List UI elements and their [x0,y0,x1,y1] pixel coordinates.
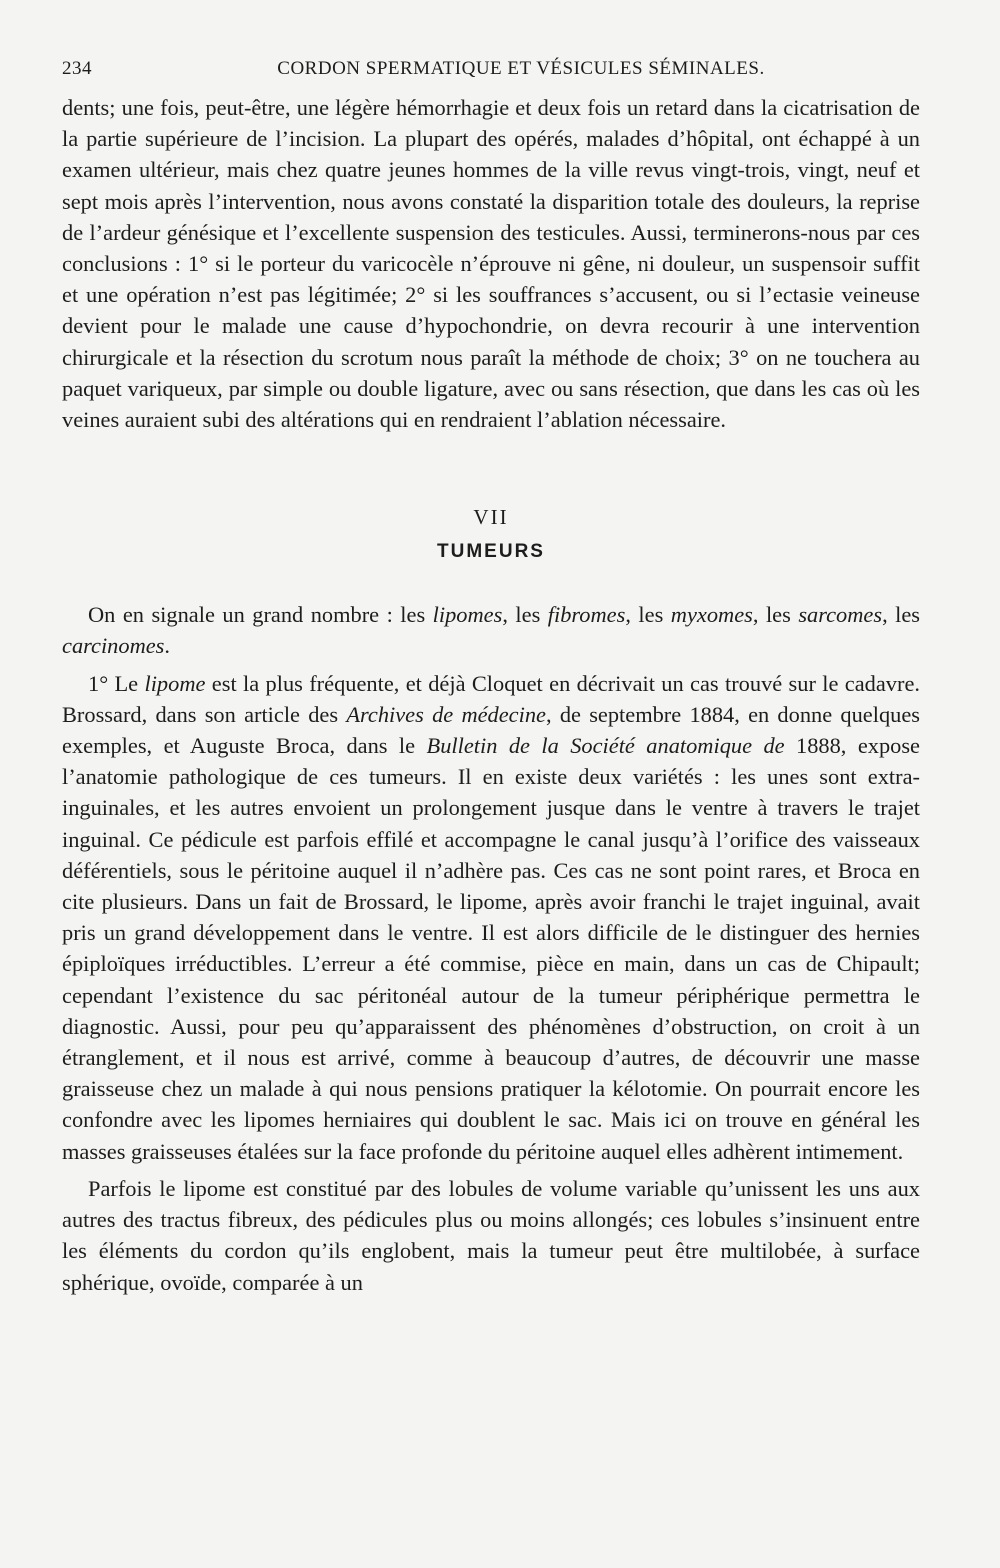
intro-italic-lipomes: lipomes [432,602,503,628]
section-number: VII [473,505,509,530]
page-body [62,58,920,1298]
intro-text-2: , les [502,602,548,628]
lipome-italic-archives: Archives de médecine [346,701,546,727]
paragraph-continuation: dents; une fois, peut-être, une légère hémorrhagie et deux fois un retard dans la cicatrisation de la partie supérieure de l’incision. La plupart des opérés, malades d’hôpital, ont échappé à un examen ultérieur, mais chez quatre jeunes hommes de la ville revus vingt-trois, vingt, neuf et sept mois après l’intervention, nous avons constaté la disparition totale des douleurs, la reprise de l’ardeur génésique et l’excellente suspension des testicules. Aussi, terminerons-nous par ces conclusions : 1° si le porteur du varicocèle n’éprouve ni gêne, ni douleur, un suspensoir suffit et une opération n’est pas légitimée; 2° si les souffrances s’accusent, ou si l’ectasie veineuse devient pour le malade une cause d’hypochondrie, on devra recourir à une intervention chirurgicale et la résection du scrotum nous paraît la méthode de choix; 3° on ne touchera au paquet variqueux, par simple ou double ligature, avec ou sans résection, que dans les cas où les veines auraient subi des altérations qui en rendraient l’ablation nécessaire. [62,95,920,433]
lipome-italic-bulletin: Bulletin de la Société anatomique de [426,733,785,759]
intro-italic-sarcomes: sarcomes [798,602,883,628]
paragraph-intro [62,599,920,661]
running-title: CORDON SPERMATIQUE ET VÉSICULES SÉMINALES. [277,58,765,79]
section-title: TUMEURS [437,541,545,563]
intro-text-6: . [164,633,170,659]
paragraph-lipome [62,668,920,1167]
intro-text-4: , les [752,602,799,628]
intro-text-1: On en signale un grand nombre : les [88,602,433,628]
intro-text-5: , les [882,602,921,628]
lipome-text-2: est la plus fréquente, et déjà Cloquet en décrivait un cas trouvé sur le cadavre. Brossard, dans son article des [62,670,920,727]
intro-text-3: , les [625,602,671,628]
page-number: 234 [62,58,92,79]
lipome-text-3: , de septembre 1884, en donne quelques exemples, et Auguste Broca, dans le [62,701,920,759]
lipome-text-4: 1888, expose l’anatomie pathologique de ces tumeurs. Il en existe deux variétés : les unes sont extra-inguinales, et les autres envoient un prolongement jusque dans le ventre à travers le trajet inguinal. Ce pédicule est parfois effilé et accompagne le canal jusqu’à l’orifice des vaisseaux déférentiels, sous le péritoine auquel il n’adhère pas. Ces cas ne sont point rares, et Broca en cite plusieurs. Dans un fait de Brossard, le lipome, après avoir franchi le trajet inguinal, avait pris un grand développement dans le ventre. Il est alors difficile de le distinguer des hernies épiploïques irréductibles. L’erreur a été commise, pièce en main, dans un cas de Chipault; cependant l’existence du sac péritonéal autour de la tumeur périphérique permettra le diagnostic. Aussi, pour peu qu’apparaissent des phénomènes d’obstruction, on croit à un étranglement, et il nous est arrivé, comme à beaucoup d’autres, de découvrir une masse graisseuse chez un malade à qui nous pensions pratiquer la kélotomie. On pourrait encore les confondre avec les lipomes herniaires qui doublent le sac. Mais ici on trouve en général les masses graisseuses étalées sur la face profonde du péritoine auquel elles adhèrent intimement. [62,733,920,1164]
lipome-text-1: 1° Le [88,670,145,696]
paragraph-last: Parfois le lipome est constitué par des lobules de volume variable qu’unissent les uns aux autres des tractus fibreux, des pédicules plus ou moins allongés; ces lobules s’insinuent entre les éléments du cordon qu’ils englobent, mais la tumeur peut être multilobée, à surface sphérique, ovoïde, comparée à un [62,1175,920,1295]
intro-italic-fibromes: fibromes [547,602,626,628]
intro-italic-carcinomes: carcinomes [62,633,165,659]
running-head [62,58,920,92]
lipome-italic-lipome: lipome [144,670,206,696]
intro-italic-myxomes: myxomes [670,602,753,628]
